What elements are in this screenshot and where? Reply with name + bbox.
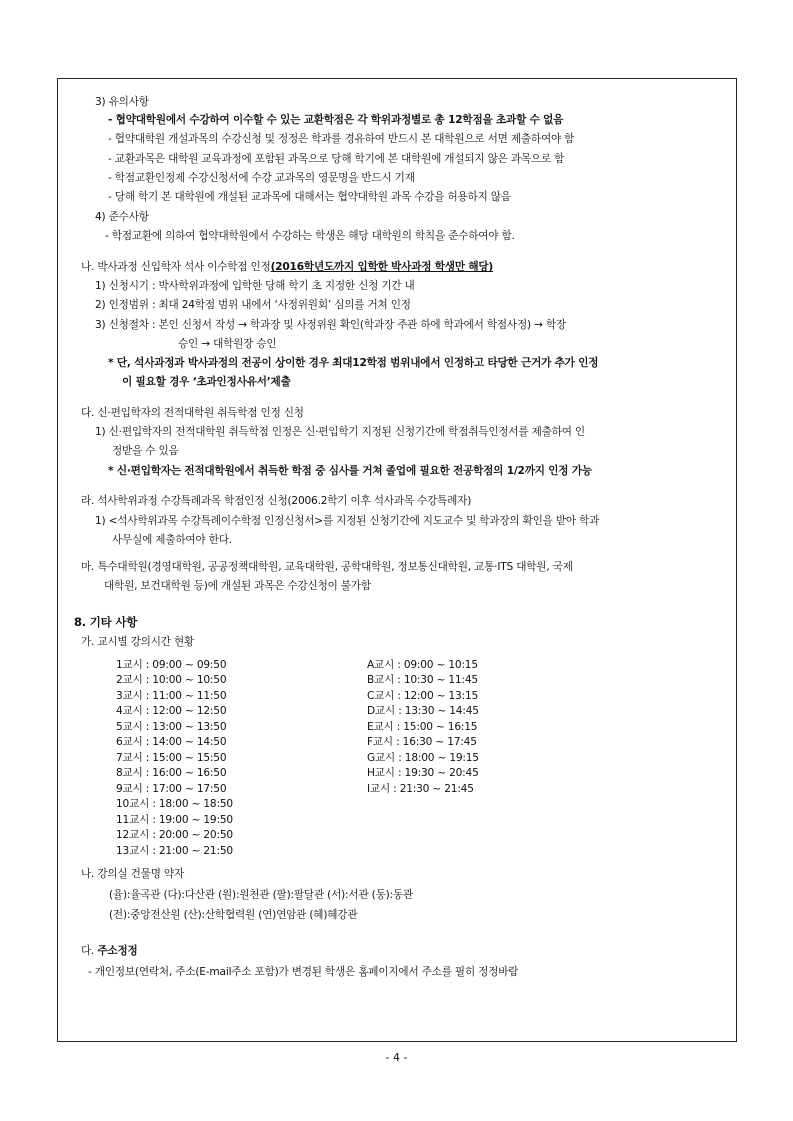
period-right-h: H교시 : 19:30 ~ 20:45: [367, 767, 479, 779]
phd-credit-line-3b: 승인 → 대학원장 승인: [178, 338, 277, 350]
compliance-title: 4) 준수사항: [95, 211, 149, 223]
period-left-8: 8교시 : 16:00 ~ 16:50: [116, 767, 227, 779]
building-abbr-line-2: (전):중앙전산원 (산):산학협력원 (연)연암관 (혜)혜강관: [109, 909, 358, 921]
notes-line-2: - 협약대학원 개설과목의 수강신청 및 정정은 학과를 경유하여 반드시 본 대학원으로 서면 제출하여야 함: [108, 133, 575, 145]
page-number: - 4 -: [385, 1051, 408, 1064]
period-right-b: B교시 : 10:30 ~ 11:45: [367, 674, 478, 686]
period-left-13: 13교시 : 21:00 ~ 21:50: [116, 845, 233, 857]
special-credit-line-1b: 사무실에 제출하여야 한다.: [112, 534, 232, 546]
period-right-i: I교시 : 21:30 ~ 21:45: [367, 783, 474, 795]
notes-line-1: - 협약대학원에서 수강하여 이수할 수 있는 교환학점은 각 학위과정별로 총 12학점을 초과할 수 없음: [108, 114, 564, 126]
period-left-4: 4교시 : 12:00 ~ 12:50: [116, 705, 227, 717]
period-right-d: D교시 : 13:30 ~ 14:45: [367, 705, 479, 717]
phd-credit-line-1: 1) 신청시기 : 박사학위과정에 입학한 당해 학기 초 지정한 신청 기간 내: [95, 280, 415, 292]
transfer-line-1b: 정받을 수 있음: [112, 445, 179, 457]
period-left-2: 2교시 : 10:00 ~ 10:50: [116, 674, 227, 686]
transfer-note: * 신·편입학자는 전적대학원에서 취득한 학점 중 심사를 거쳐 졸업에 필요한 전공학점의 1/2까지 인정 가능: [108, 465, 592, 477]
building-abbr-line-1: (율):율곡관 (다):다산관 (원):원천관 (팔):팔달관 (서):서관 (동):동관: [109, 889, 413, 901]
notes-title: 3) 유의사항: [95, 96, 149, 108]
phd-credit-line-2: 2) 인정범위 : 최대 24학점 범위 내에서 ‘사정위원회’ 심의를 거쳐 인정: [95, 299, 411, 311]
period-left-10: 10교시 : 18:00 ~ 18:50: [116, 798, 233, 810]
period-left-6: 6교시 : 14:00 ~ 14:50: [116, 736, 227, 748]
transfer-line-1: 1) 신·편입학자의 전적대학원 취득학점 인정은 신·편입학기 지정된 신청기간에 학점취득인정서를 제출하여 인: [95, 426, 585, 438]
period-right-g: G교시 : 18:00 ~ 19:15: [367, 752, 479, 764]
address-title: 다. 주소정정: [81, 945, 138, 957]
period-right-e: E교시 : 15:00 ~ 16:15: [367, 721, 478, 733]
phd-credit-line-3: 3) 신청절차 : 본인 신청서 작성 → 학과장 및 사정위원 확인(학과장 주관 하에 학과에서 학점사정) → 학장: [95, 319, 567, 331]
period-right-f: F교시 : 16:30 ~ 17:45: [367, 736, 477, 748]
period-left-1: 1교시 : 09:00 ~ 09:50: [116, 659, 227, 671]
period-table-title: 가. 교시별 강의시간 현황: [81, 636, 195, 648]
special-credit-title: 라. 석사학위과정 수강특례과목 학점인정 신청(2006.2학기 이후 석사과목 수강특례자): [81, 495, 472, 507]
phd-credit-note-2: 이 필요할 경우 ‘초과인정사유서’제출: [122, 376, 291, 388]
address-line-1: - 개인정보(연락처, 주소(E-mail주소 포함)가 변경된 학생은 홈페이지에서 주소를 필히 정정바람: [88, 966, 519, 978]
special-grad-line-1: 마. 특수대학원(경영대학원, 공공정책대학원, 교육대학원, 공학대학원, 정보통신대학원, 교통·ITS 대학원, 국제: [81, 561, 573, 573]
compliance-line-1: - 학점교환에 의하여 협약대학원에서 수강하는 학생은 해당 대학원의 학칙을 준수하여야 함.: [105, 230, 515, 242]
period-right-c: C교시 : 12:00 ~ 13:15: [367, 690, 479, 702]
address-title-emphasis: 주소정정: [97, 945, 138, 957]
period-left-3: 3교시 : 11:00 ~ 11:50: [116, 690, 227, 702]
special-grad-line-2: 대학원, 보건대학원 등)에 개설된 과목은 수강신청이 불가함: [104, 580, 371, 592]
period-left-12: 12교시 : 20:00 ~ 20:50: [116, 829, 233, 841]
phd-credit-title: 나. 박사과정 신입학자 석사 이수학점 인정(2016학년도까지 입학한 박사과정 학생만 해당): [81, 261, 494, 273]
period-left-9: 9교시 : 17:00 ~ 17:50: [116, 783, 227, 795]
phd-credit-note-1: * 단, 석사과정과 박사과정의 전공이 상이한 경우 최대12학점 범위내에서 인정하고 타당한 근거가 추가 인정: [108, 357, 599, 369]
section-8-heading: 8. 기타 사항: [74, 615, 138, 629]
period-left-11: 11교시 : 19:00 ~ 19:50: [116, 814, 233, 826]
notes-line-5: - 당해 학기 본 대학원에 개설된 교과목에 대해서는 협약대학원 과목 수강을 허용하지 않음: [108, 191, 511, 203]
special-credit-line-1: 1) <석사학위과목 수강특례이수학점 인정신청서>를 지정된 신청기간에 지도교수 및 학과장의 확인을 받아 학과: [95, 515, 600, 527]
period-left-5: 5교시 : 13:00 ~ 13:50: [116, 721, 227, 733]
notes-line-4: - 학점교환인정제 수강신청서에 수강 교과목의 영문명을 반드시 기재: [108, 172, 415, 184]
notes-line-3: - 교환과목은 대학원 교육과정에 포함된 과목으로 당해 학기에 본 대학원에 개설되지 않은 과목으로 함: [108, 153, 565, 165]
period-left-7: 7교시 : 15:00 ~ 15:50: [116, 752, 227, 764]
period-right-a: A교시 : 09:00 ~ 10:15: [367, 659, 478, 671]
phd-credit-title-emphasis: (2016학년도까지 입학한 박사과정 학생만 해당): [270, 261, 494, 273]
transfer-title: 다. 신·편입학자의 전적대학원 취득학점 인정 신청: [81, 407, 304, 419]
building-abbr-title: 나. 강의실 건물명 약자: [81, 868, 184, 880]
